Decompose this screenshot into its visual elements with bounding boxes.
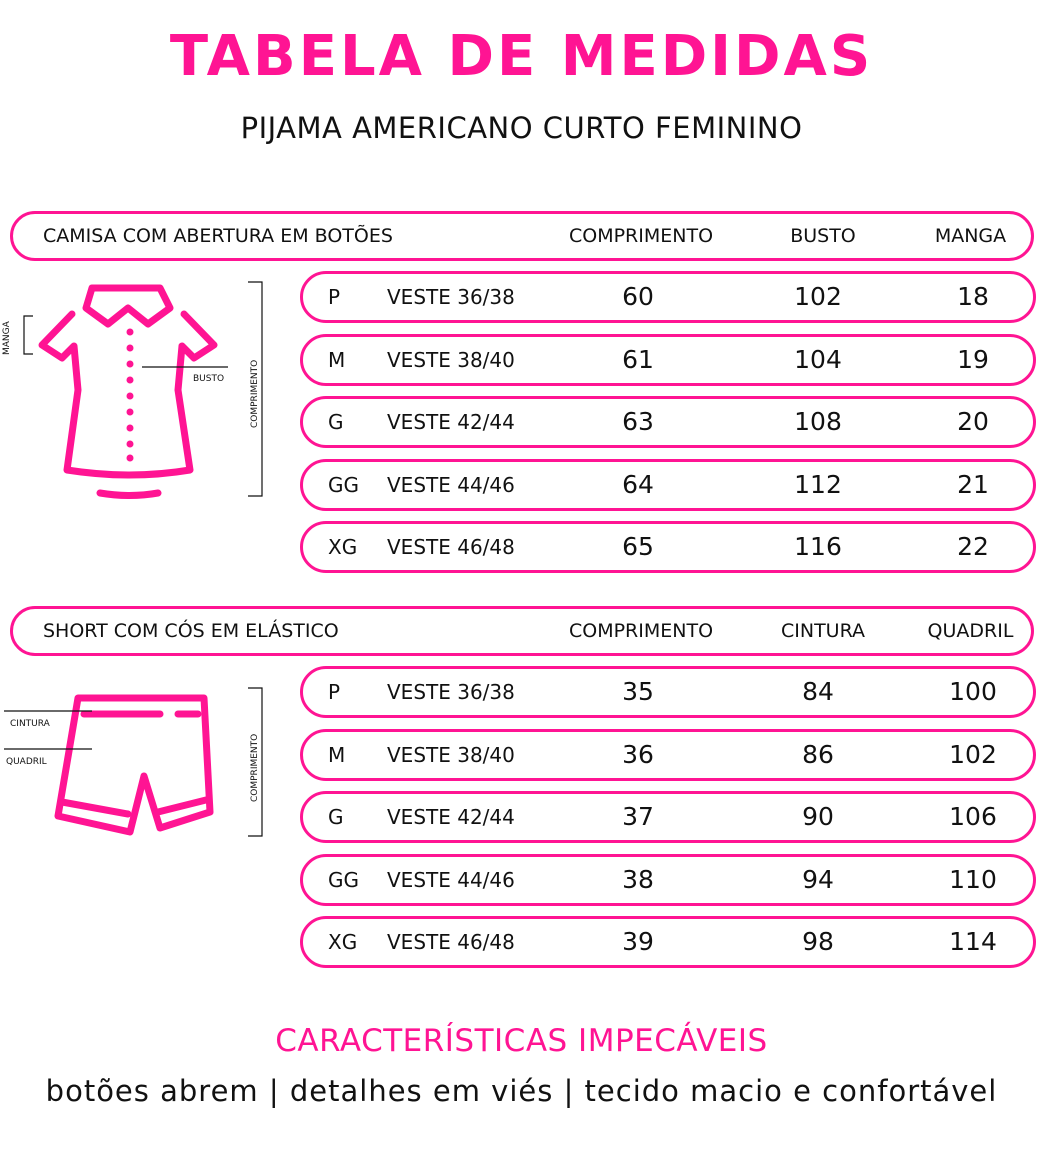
value-col-3: 21 (957, 469, 989, 499)
value-col-1: 39 (622, 927, 654, 956)
fit-label: VESTE 42/44 (387, 410, 515, 434)
value-col-3: 20 (957, 407, 989, 436)
value-col-3: 22 (957, 532, 989, 561)
features-text: botões abrem | detalhes em viés | tecido macio e confortável (45, 1074, 998, 1108)
shorts-length-label: COMPRIMENTO (250, 733, 260, 802)
features-title: CARACTERÍSTICAS IMPECÁVEIS (275, 1023, 768, 1059)
shorts-size-row (300, 916, 1036, 968)
page-subtitle: PIJAMA AMERICANO CURTO FEMININO (240, 111, 803, 145)
shorts-column-header-waist: CINTURA (780, 620, 866, 642)
size-label: XG (328, 535, 358, 559)
shorts-diagram (0, 680, 275, 850)
value-col-1: 35 (622, 677, 654, 706)
shirt-column-header-sleeve: MANGA (934, 225, 1007, 247)
value-col-3: 18 (957, 282, 989, 311)
fit-label: VESTE 44/46 (387, 867, 515, 892)
value-col-1: 61 (622, 344, 654, 374)
shorts-column-header-hip: QUADRIL (927, 620, 1014, 642)
value-col-2: 102 (794, 282, 842, 311)
shirt-size-row (300, 396, 1036, 448)
fit-label: VESTE 38/40 (387, 742, 515, 767)
shorts-size-row (300, 666, 1036, 718)
fit-label: VESTE 36/38 (387, 680, 515, 704)
value-col-1: 37 (622, 802, 654, 831)
shirt-size-row (300, 459, 1036, 511)
shirt-size-row (300, 271, 1036, 323)
bust-label: BUSTO (193, 374, 225, 384)
waist-label: CINTURA (10, 719, 50, 729)
fit-label: VESTE 44/46 (387, 472, 515, 497)
size-label: P (328, 680, 341, 704)
value-col-3: 106 (949, 802, 997, 831)
value-col-3: 100 (949, 677, 997, 706)
value-col-2: 104 (794, 344, 842, 374)
value-col-2: 86 (802, 739, 834, 769)
shirt-column-header-bust: BUSTO (790, 225, 856, 247)
shirt-diagram (0, 270, 275, 510)
shirt-column-header-length: COMPRIMENTO (568, 225, 714, 247)
hip-label: QUADRIL (6, 757, 47, 767)
shorts-column-header-length: COMPRIMENTO (568, 620, 714, 642)
shorts-section-header (10, 606, 1034, 656)
shirt-size-row (300, 334, 1036, 386)
value-col-1: 38 (622, 864, 654, 894)
value-col-1: 63 (622, 407, 654, 436)
shirt-length-label: COMPRIMENTO (250, 359, 260, 428)
value-col-2: 90 (802, 802, 834, 831)
size-label: M (328, 347, 346, 372)
value-col-3: 114 (949, 927, 997, 956)
size-label: P (328, 285, 341, 309)
shirt-section-title: CAMISA COM ABERTURA EM BOTÕES (43, 225, 393, 247)
shirt-buttons (127, 329, 134, 462)
shorts-section-title: SHORT COM CÓS EM ELÁSTICO (43, 620, 339, 642)
shirt-measure-lines (24, 282, 262, 496)
page-title: TABELA DE MEDIDAS (169, 24, 874, 89)
size-label: XG (328, 930, 358, 954)
fit-label: VESTE 46/48 (387, 930, 515, 954)
value-col-2: 116 (794, 532, 842, 561)
value-col-3: 110 (949, 864, 997, 894)
value-col-1: 36 (622, 739, 654, 769)
size-label: G (328, 410, 344, 434)
size-label: GG (328, 867, 359, 892)
shirt-size-row (300, 521, 1036, 573)
value-col-3: 102 (949, 739, 997, 769)
fit-label: VESTE 36/38 (387, 285, 515, 309)
value-col-3: 19 (957, 344, 989, 374)
sleeve-label: MANGA (2, 321, 12, 355)
value-col-1: 65 (622, 532, 654, 561)
shirt-section-header (10, 211, 1034, 261)
value-col-2: 108 (794, 407, 842, 436)
value-col-2: 98 (802, 927, 834, 956)
value-col-2: 84 (802, 677, 834, 706)
shorts-icon (58, 698, 210, 832)
size-label: G (328, 805, 344, 829)
value-col-1: 60 (622, 282, 654, 311)
fit-label: VESTE 46/48 (387, 535, 515, 559)
value-col-2: 112 (794, 469, 842, 499)
value-col-1: 64 (622, 469, 654, 499)
size-label: GG (328, 472, 359, 497)
fit-label: VESTE 42/44 (387, 805, 515, 829)
shorts-size-row (300, 854, 1036, 906)
size-label: M (328, 742, 346, 767)
value-col-2: 94 (802, 864, 834, 894)
shorts-size-row (300, 729, 1036, 781)
shorts-size-row (300, 791, 1036, 843)
shirt-icon (42, 288, 214, 496)
fit-label: VESTE 38/40 (387, 347, 515, 372)
